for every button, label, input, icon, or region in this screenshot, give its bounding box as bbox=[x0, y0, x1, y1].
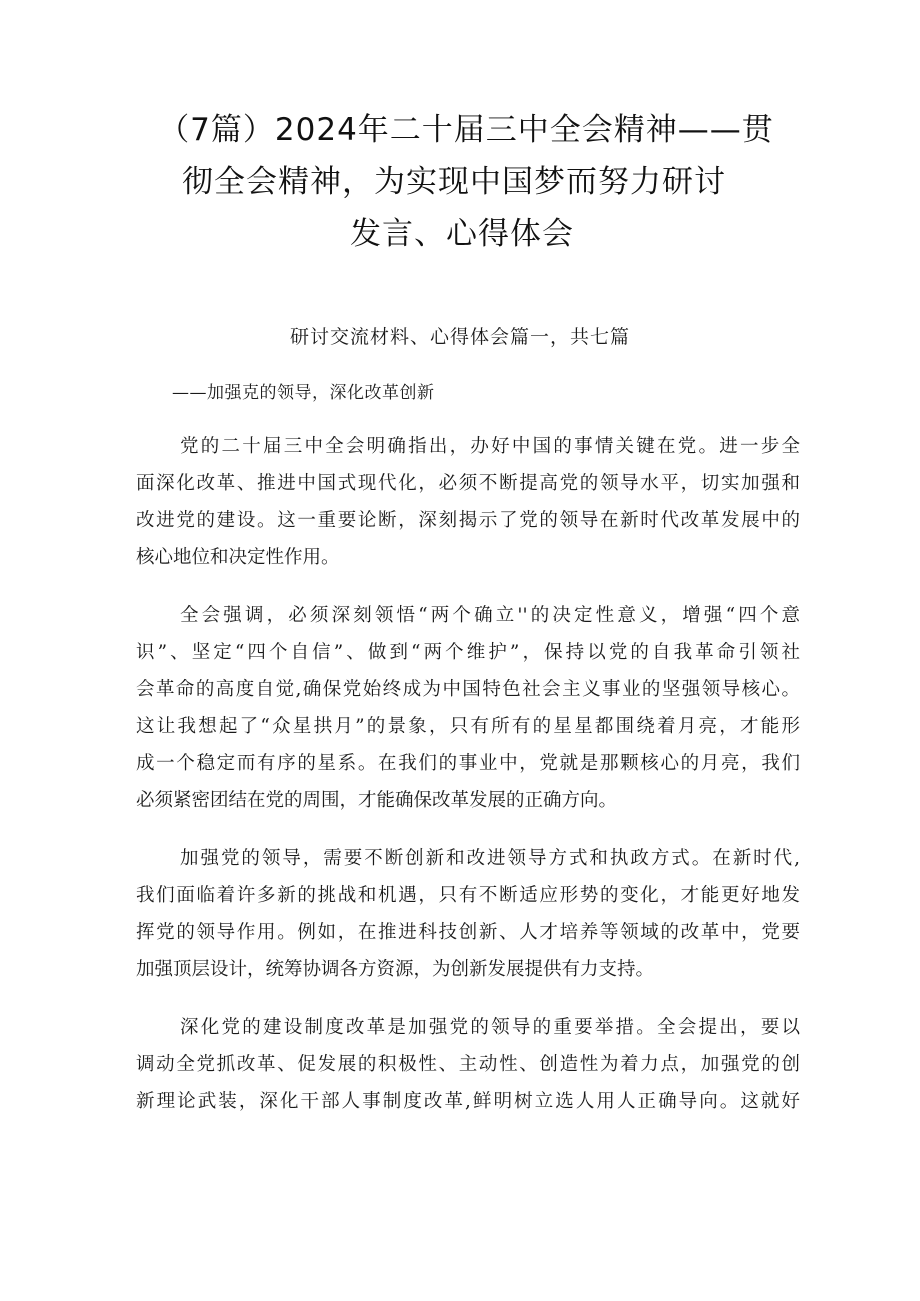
paragraph-line: 成一个稳定而有序的星系。在我们的事业中，党就是那颗核心的月亮，我们 bbox=[136, 753, 800, 774]
paragraph-line: 新理论武装，深化干部人事制度改革,鲜明树立选人用人正确导向。这就好 bbox=[136, 1091, 800, 1112]
document-title bbox=[0, 104, 920, 260]
section-tagline: ——加强克的领导，深化改革创新 bbox=[172, 383, 435, 403]
title-line: 发言、心得体会 bbox=[350, 216, 574, 252]
title-line: （7篇）2024年二十届三中全会精神——贯 bbox=[158, 112, 774, 148]
paragraph-line: 深化党的建设制度改革是加强党的领导的重要举措。全会提出，要以 bbox=[180, 1017, 800, 1038]
paragraph-line: 党的二十届三中全会明确指出，办好中国的事情关键在党。进一步全 bbox=[180, 436, 800, 457]
paragraph-line: 调动全党抓改革、促发展的积极性、主动性、创造性为着力点，加强党的创 bbox=[136, 1054, 800, 1075]
paragraph bbox=[136, 1009, 800, 1120]
paragraph bbox=[136, 840, 800, 988]
paragraph bbox=[136, 597, 800, 819]
paragraph-line: 面深化改革、推进中国式现代化，必须不断提高党的领导水平，切实加强和 bbox=[136, 473, 800, 494]
paragraph-line: 必须紧密团结在党的周围，才能确保改革发展的正确方向。 bbox=[136, 790, 618, 811]
paragraph-line: 这让我想起了“众星拱月”的景象，只有所有的星星都围绕着月亮，才能形 bbox=[136, 716, 800, 737]
paragraph-line: 识”、坚定“四个自信”、做到“两个维护”，保持以党的自我革命引领社 bbox=[136, 642, 800, 663]
paragraph-line: 全会强调，必须深刻领悟“两个确立''的决定性意义，增强“四个意 bbox=[180, 605, 800, 626]
paragraph bbox=[136, 428, 800, 576]
paragraph-line: 加强顶层设计，统筹协调各方资源，为创新发展提供有力支持。 bbox=[136, 959, 655, 980]
paragraph-line: 挥党的领导作用。例如，在推进科技创新、人才培养等领域的改革中，党要 bbox=[136, 922, 800, 943]
paragraph-line: 改进党的建设。这一重要论断，深刻揭示了党的领导在新时代改革发展中的 bbox=[136, 510, 800, 531]
paragraph-line: 加强党的领导，需要不断创新和改进领导方式和执政方式。在新时代, bbox=[180, 848, 800, 869]
title-line: 彻全会精神，为实现中国梦而努力研讨 bbox=[182, 164, 726, 200]
paragraph-line: 我们面临着许多新的挑战和机遇，只有不断适应形势的变化，才能更好地发 bbox=[136, 885, 800, 906]
section-subtitle: 研讨交流材料、心得体会篇一，共七篇 bbox=[289, 326, 630, 348]
paragraph-line: 核心地位和决定性作用。 bbox=[136, 547, 340, 568]
document-body bbox=[136, 428, 800, 1141]
paragraph-line: 会革命的高度自觉,确保党始终成为中国特色社会主义事业的坚强领导核心。 bbox=[136, 679, 800, 700]
